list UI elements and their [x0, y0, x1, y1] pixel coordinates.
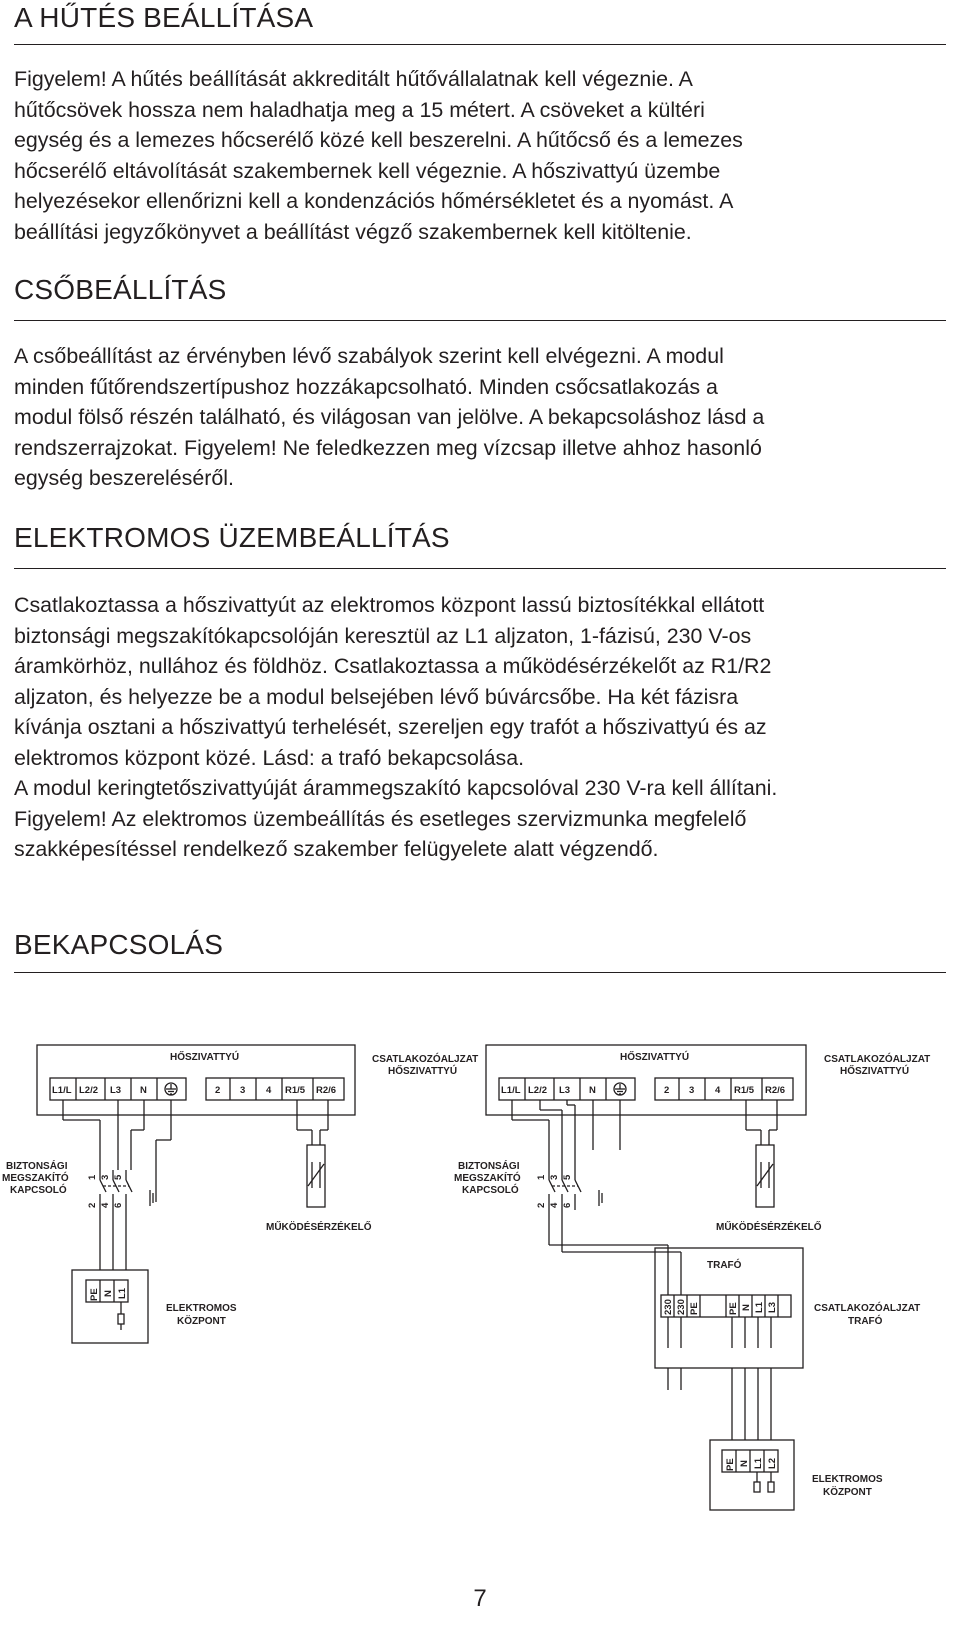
- switch-label: BIZTONSÁGI: [458, 1161, 520, 1172]
- section-heading-cooling: A HŰTÉS BEÁLLÍTÁSA: [14, 2, 314, 33]
- terminal-label: L1/L: [52, 1085, 72, 1096]
- heat-pump-label: HŐSZIVATTYÚ: [620, 1052, 690, 1063]
- trafo-term-label: 230: [663, 1299, 674, 1315]
- panel-term-label: N: [103, 1290, 114, 1297]
- section-heading-electrical: ELEKTROMOS ÜZEMBEÁLLÍTÁS: [14, 522, 450, 553]
- switch-pole-label: 4: [549, 1202, 560, 1208]
- socket-label: HŐSZIVATTYÚ: [388, 1066, 458, 1077]
- terminal-label: R2/6: [316, 1085, 337, 1096]
- section-heading-pipes: CSŐBEÁLLÍTÁS: [14, 274, 227, 305]
- diagram-right: [454, 1045, 930, 1510]
- text-line: hűtőcsövek hossza nem haladhatja meg a 15 métert. A csöveket a kültéri: [14, 97, 705, 122]
- switch-pole-label: 1: [87, 1174, 98, 1180]
- terminal-label: N: [140, 1085, 147, 1096]
- text-line: egység és a lemezes hőcserélő közé kell beszerelni. A hűtőcső és a lemezes: [14, 128, 743, 152]
- panel-term-label: L2: [767, 1457, 778, 1469]
- electrical-panel: [72, 1270, 148, 1343]
- terminal-label: 2: [215, 1085, 221, 1096]
- panel-term-label: PE: [725, 1458, 736, 1471]
- diagram-left: [2, 1045, 478, 1343]
- panel-label: KÖZPONT: [177, 1316, 226, 1327]
- ground-icon: [614, 1083, 626, 1095]
- switch-pole-label: 4: [100, 1202, 111, 1208]
- terminal-label: 3: [689, 1085, 695, 1096]
- switch-label: MEGSZAKÍTÓ: [2, 1173, 69, 1184]
- text-line: hőcserélő eltávolítását szakembernek kell végeznie. A hőszivattyú üzembe: [14, 158, 721, 183]
- terminal-label: 4: [266, 1085, 272, 1096]
- trafo-socket-label: CSATLAKOZÓALJZAT: [814, 1303, 921, 1314]
- terminal-label: R1/5: [734, 1085, 755, 1096]
- panel-label: KÖZPONT: [823, 1487, 872, 1498]
- switch-pole-label: 5: [562, 1174, 573, 1180]
- trafo-term-label: N: [741, 1304, 752, 1311]
- terminal-label: L3: [110, 1085, 122, 1096]
- text-line: rendszerrajzokat. Figyelem! Ne feledkezzen meg vízcsap illetve ahhoz hasonló: [14, 435, 762, 460]
- switch-pole-label: 3: [549, 1174, 560, 1180]
- paragraph-electrical: [14, 590, 954, 865]
- switch-pole-label: 1: [536, 1174, 547, 1180]
- panel-term-label: L1: [753, 1457, 764, 1469]
- heat-pump-label: HŐSZIVATTYÚ: [170, 1052, 240, 1063]
- heading-rule: [14, 320, 946, 321]
- terminal-label: L2/2: [528, 1085, 548, 1096]
- panel-term-label: PE: [89, 1288, 100, 1301]
- switch-pole-label: 3: [100, 1174, 111, 1180]
- switch-label: KAPCSOLÓ: [462, 1185, 519, 1196]
- switch-label: KAPCSOLÓ: [10, 1185, 67, 1196]
- heading-rule: [14, 568, 946, 569]
- trafo-term-label: L1: [754, 1301, 765, 1313]
- text-line: A csőbeállítást az érvényben lévő szabályok szerint kell elvégezni. A modul: [14, 344, 724, 368]
- terminal-label: N: [589, 1085, 596, 1096]
- terminal-label: 4: [715, 1085, 721, 1096]
- text-line: egység beszereléséről.: [14, 466, 234, 490]
- terminal-label: 2: [664, 1085, 670, 1096]
- terminal-label: R2/6: [765, 1085, 786, 1096]
- terminal-label: L3: [559, 1085, 571, 1096]
- heading-rule: [14, 972, 946, 973]
- terminal-label: R1/5: [285, 1085, 306, 1096]
- wiring-diagrams: [0, 1030, 960, 1570]
- socket-label: CSATLAKOZÓALJZAT: [372, 1054, 479, 1065]
- section-heading-connection: BEKAPCSOLÁS: [14, 929, 224, 960]
- text-line: A modul keringtetőszivattyúját árammegszakító kapcsolóval 230 V-ra kell állítani.: [14, 776, 778, 800]
- switch-label: BIZTONSÁGI: [6, 1161, 68, 1172]
- text-line: elektromos központ közé. Lásd: a trafó bekapcsolása.: [14, 745, 525, 770]
- ground-icon: [165, 1083, 177, 1095]
- transformer-label: TRAFÓ: [707, 1260, 742, 1271]
- panel-term-label: L1: [117, 1287, 128, 1299]
- trafo-socket-label: TRAFÓ: [848, 1316, 883, 1327]
- socket-label: HŐSZIVATTYÚ: [840, 1066, 910, 1077]
- text-line: Csatlakoztassa a hőszivattyút az elektromos központ lassú biztosítékkal ellátott: [14, 593, 765, 617]
- trafo-term-label: PE: [689, 1302, 700, 1315]
- paragraph-cooling: [14, 64, 954, 247]
- terminal-label: 3: [240, 1085, 246, 1096]
- heading-rule: [14, 44, 946, 45]
- text-line: minden fűtőrendszertípushoz hozzákapcsolható. Minden csőcsatlakozás a: [14, 374, 718, 399]
- panel-term-label: N: [739, 1460, 750, 1467]
- text-line: áramkörhöz, nullához és földhöz. Csatlakoztassa a működésérzékelőt az R1/R2: [14, 654, 772, 678]
- text-line: biztonsági megszakítókapcsolóján keresztül az L1 aljzaton, 1-fázisú, 230 V-os: [14, 623, 752, 648]
- sensor-label: MŰKÖDÉSÉRZÉKELŐ: [716, 1222, 822, 1233]
- text-line: Figyelem! A hűtés beállítását akkreditált hűtővállalatnak kell végeznie. A: [14, 67, 693, 91]
- switch-pole-label: 5: [113, 1174, 124, 1180]
- text-line: kívánja osztani a hőszivattyú terhelését, szereljen egy trafót a hőszivattyú és az: [14, 715, 767, 739]
- switch-pole-label: 6: [113, 1202, 124, 1208]
- switch-label: MEGSZAKÍTÓ: [454, 1173, 521, 1184]
- socket-label: CSATLAKOZÓALJZAT: [824, 1054, 931, 1065]
- text-line: Figyelem! Az elektromos üzembeállítás és esetleges szervizmunka megfelelő: [14, 806, 747, 831]
- text-line: beállítási jegyzőkönyvet a beállítást végző szakembernek kell kitöltenie.: [14, 219, 692, 244]
- text-line: aljzaton, és helyezze be a modul belsejében lévő búvárcsőbe. Ha két fázisra: [14, 684, 739, 709]
- switch-pole-label: 2: [536, 1202, 547, 1208]
- switch-pole-label: 6: [562, 1202, 573, 1208]
- terminal-label: L1/L: [501, 1085, 521, 1096]
- switch-pole-label: 2: [87, 1202, 98, 1208]
- panel-label: ELEKTROMOS: [812, 1474, 883, 1485]
- sensor-label: MŰKÖDÉSÉRZÉKELŐ: [266, 1222, 372, 1233]
- panel-label: ELEKTROMOS: [166, 1303, 237, 1314]
- trafo-term-label: 230: [676, 1299, 687, 1315]
- text-line: modul fölső részén található, és világosan van jelölve. A bekapcsoláshoz lásd a: [14, 405, 765, 429]
- text-line: szakképesítéssel rendelkező szakember felügyelete alatt végzendő.: [14, 837, 659, 861]
- terminal-label: L2/2: [79, 1085, 99, 1096]
- trafo-term-label: L3: [767, 1301, 778, 1313]
- paragraph-pipes: [14, 341, 954, 494]
- text-line: helyezésekor ellenőrizni kell a kondenzációs hőmérsékletet és a nyomást. A: [14, 189, 734, 213]
- trafo-term-label: PE: [728, 1302, 739, 1315]
- page-number: 7: [473, 1585, 487, 1612]
